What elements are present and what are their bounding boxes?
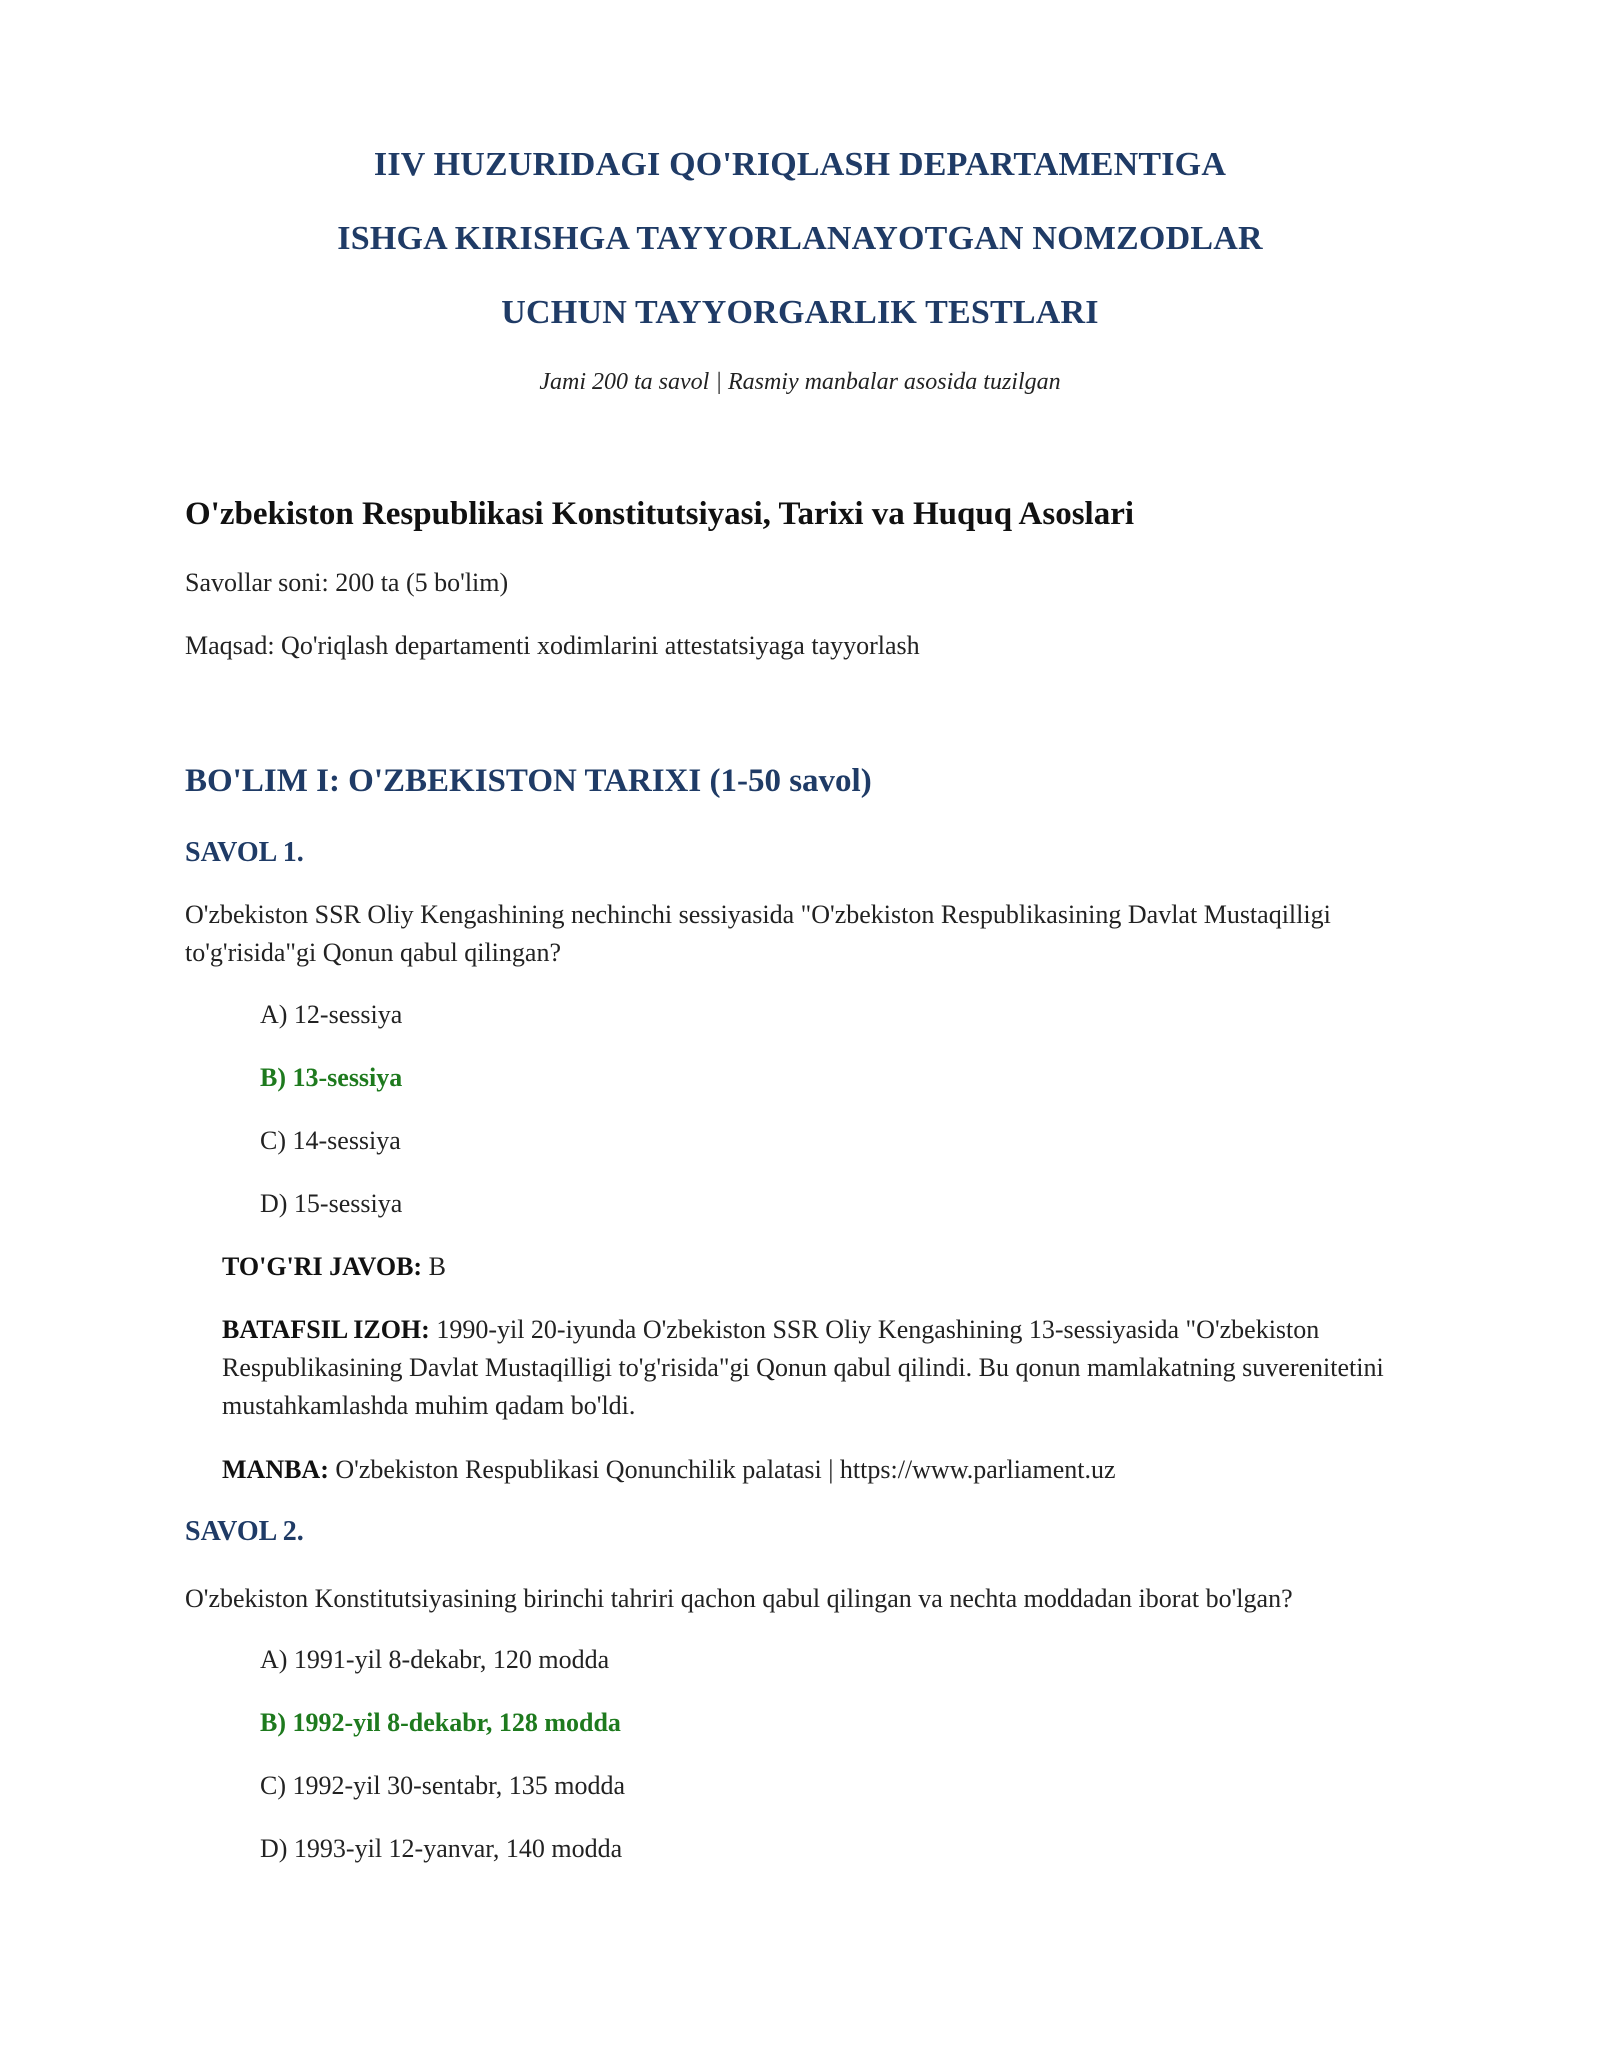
question-2-label: SAVOL 2. [185,1516,304,1547]
goal-line: Maqsad: Qo'riqlash departamenti xodimlarini attestatsiyaga tayyorlash [185,631,920,660]
question-2-option-b-correct: B) 1992-yil 8-dekabr, 128 modda [260,1708,621,1737]
question-1-source [222,1451,1462,1489]
answer-value: B [422,1252,446,1281]
question-2-option-a: A) 1991-yil 8-dekabr, 120 modda [260,1645,610,1674]
question-2-option-d: D) 1993-yil 12-yanvar, 140 modda [260,1834,623,1863]
question-1-text: O'zbekiston SSR Oliy Kengashining nechinchi sessiyasida "O'zbekiston Respublikasining Davlat Mustaqilligi to'g'risida"gi Qonun qabul qilingan? [185,900,1331,967]
question-1-label: SAVOL 1. [185,837,304,868]
section-heading: BO'LIM I: O'ZBEKISTON TARIXI (1-50 savol) [185,763,872,799]
question-2-option-c: C) 1992-yil 30-sentabr, 135 modda [260,1771,626,1800]
page-title-line-2: ISHGA KIRISHGA TAYYORLANAYOTGAN NOMZODLAR [337,220,1263,257]
question-1-option-c: C) 14-sessiya [260,1126,401,1155]
question-1-option-b-correct: B) 13-sessiya [260,1063,403,1092]
question-1-answer [222,1248,1462,1286]
explanation-text: 1990-yil 20-iyunda O'zbekiston SSR Oliy Kengashining 13-sessiyasida "O'zbekiston Respublikasining Davlat Mustaqilligi to'g'risida"gi Qonun qabul qilindi. Bu qonun mamlakatning suverenitetini mustahkamlashda muhim qadam bo'ldi. [222,1315,1384,1420]
page-subtitle: Jami 200 ta savol | Rasmiy manbalar asosida tuzilgan [539,369,1061,395]
source-text: O'zbekiston Respublikasi Qonunchilik palatasi | https://www.parliament.uz [328,1455,1116,1484]
question-1-option-d: D) 15-sessiya [260,1189,403,1218]
document-heading: O'zbekiston Respublikasi Konstitutsiyasi, Tarixi va Huquq Asoslari [185,496,1135,532]
explanation-label: BATAFSIL IZOH: [222,1315,430,1344]
question-count-line: Savollar soni: 200 ta (5 bo'lim) [185,568,509,597]
page-title-line-3: UCHUN TAYYORGARLIK TESTLARI [501,294,1099,331]
page-title-line-1: IIV HUZURIDAGI QO'RIQLASH DEPARTAMENTIGA [373,146,1227,183]
question-2-text: O'zbekiston Konstitutsiyasining birinchi tahriri qachon qabul qilingan va nechta moddadan iborat bo'lgan? [185,1584,1293,1613]
answer-label: TO'G'RI JAVOB: [222,1252,423,1281]
question-1-explanation [222,1311,1462,1425]
source-label: MANBA: [222,1455,329,1484]
question-1-option-a: A) 12-sessiya [260,1000,403,1029]
